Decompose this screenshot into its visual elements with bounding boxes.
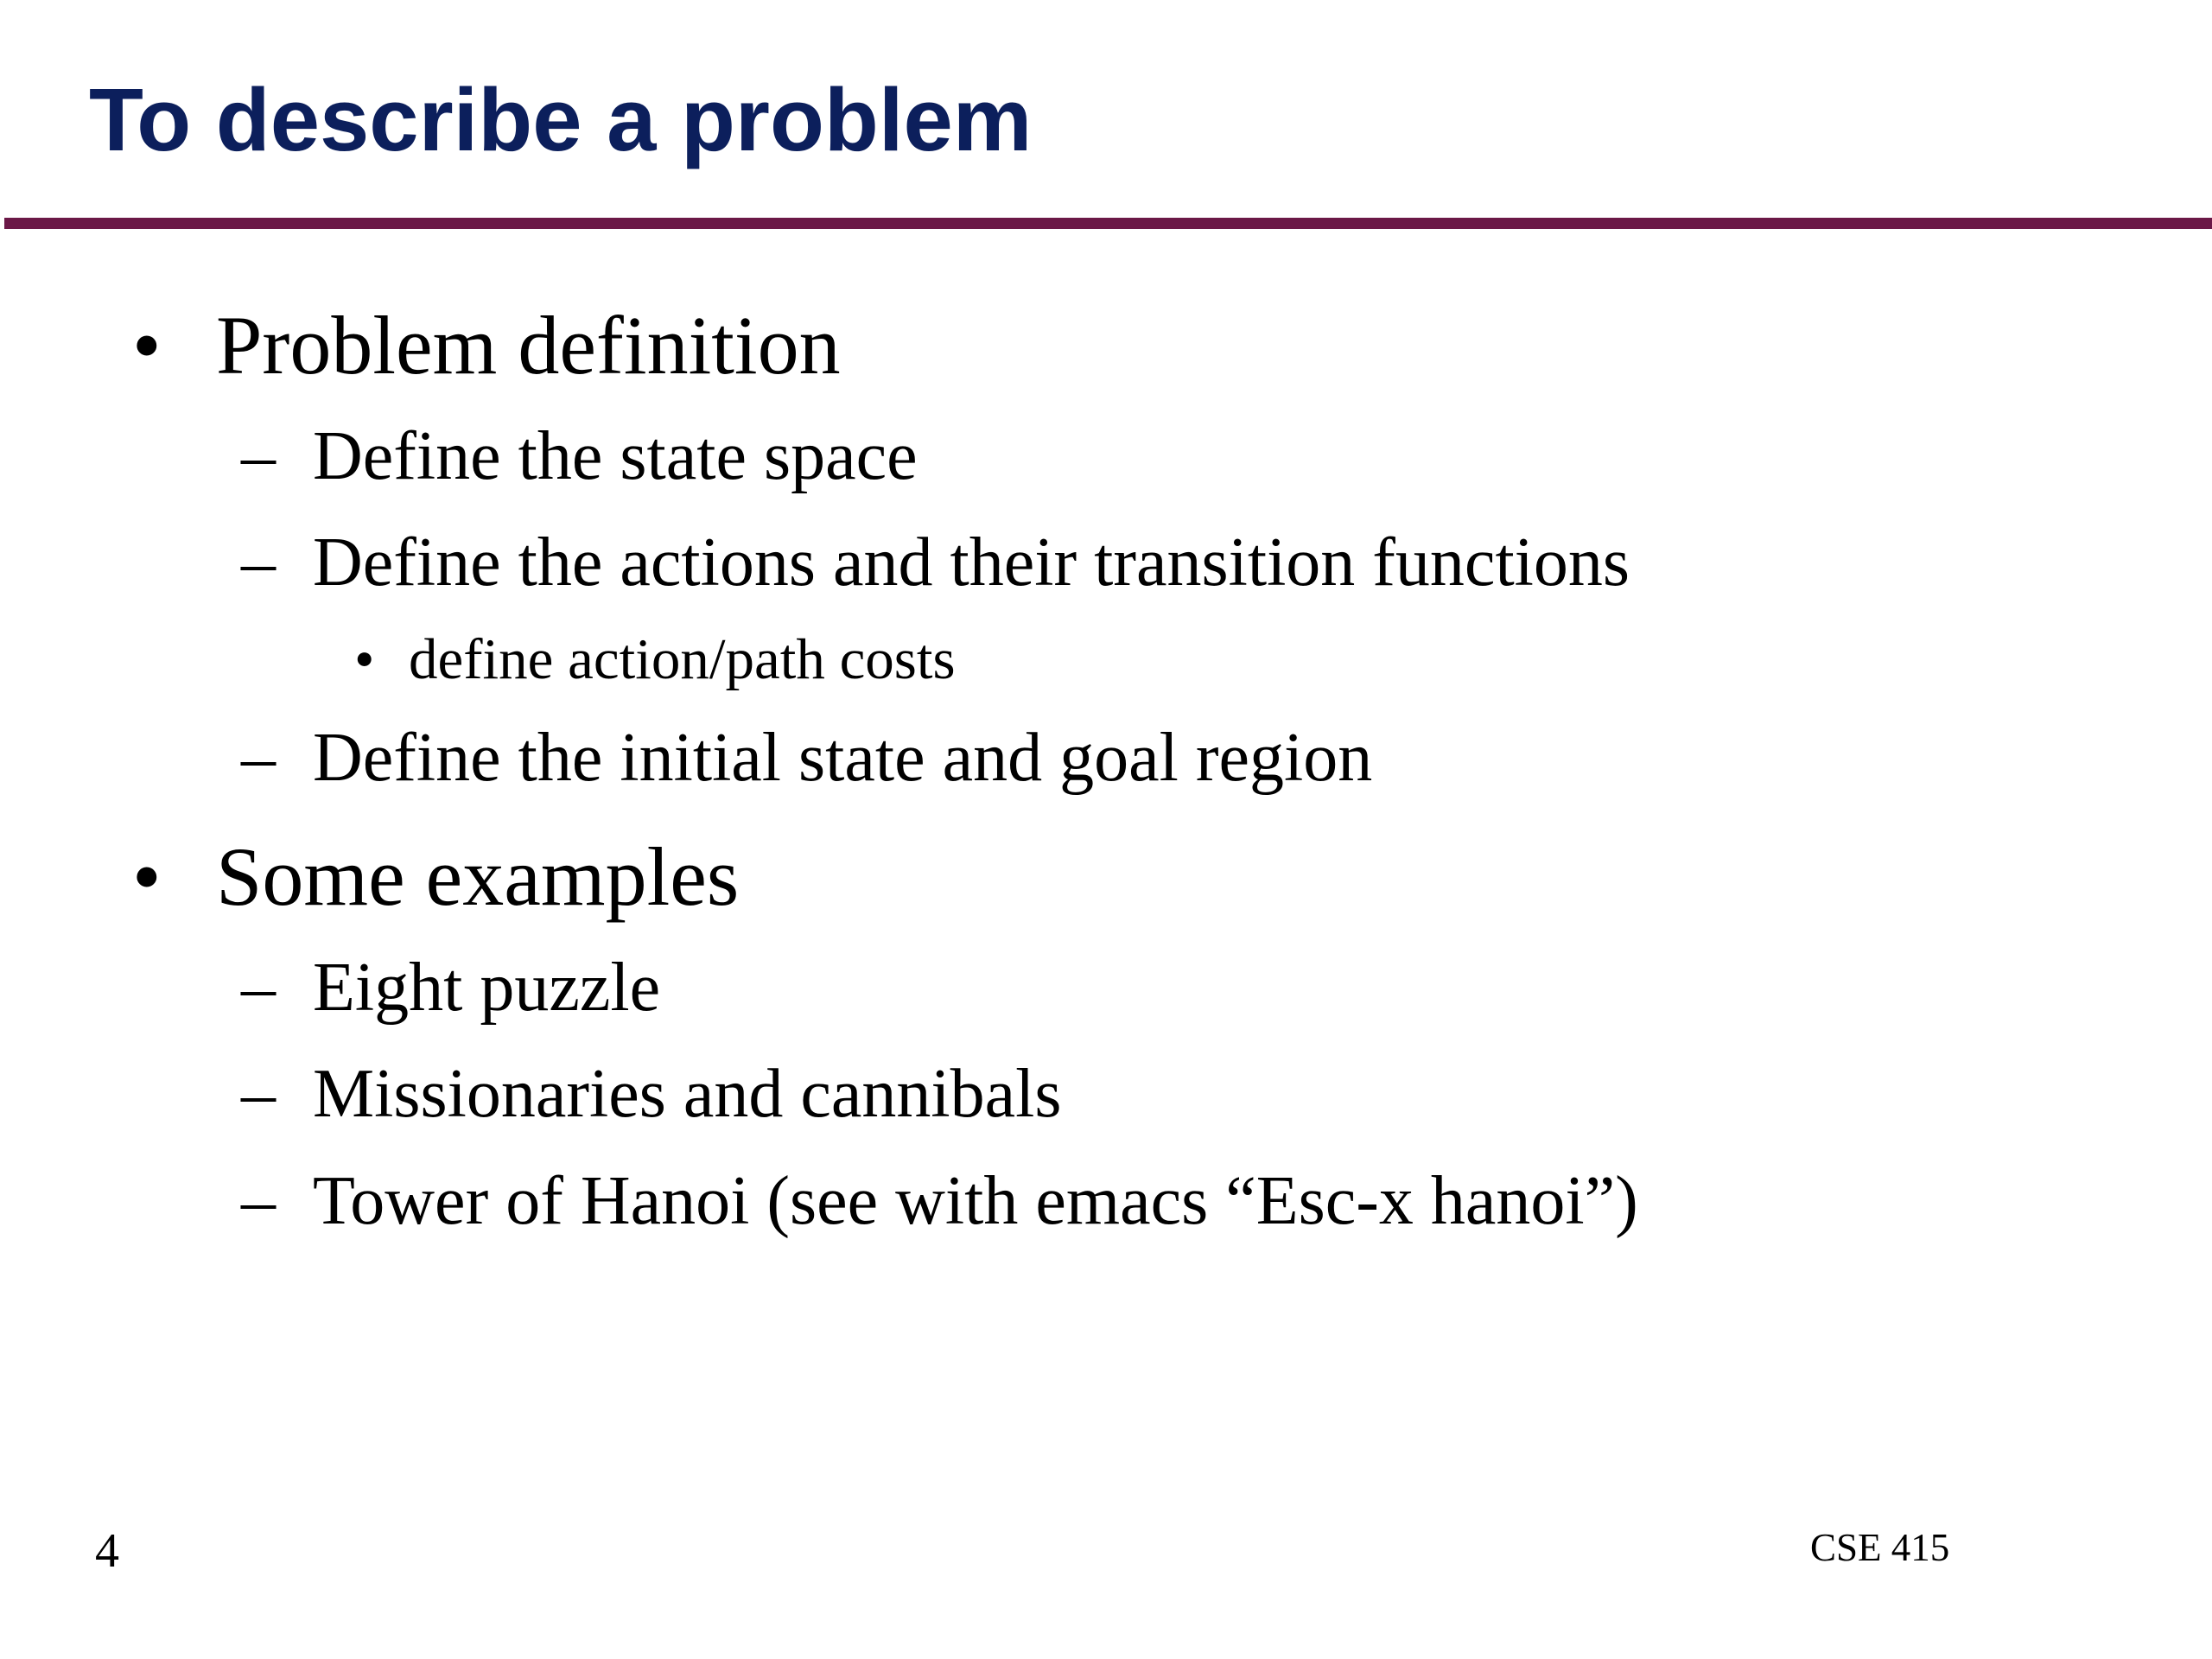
bullet-some-examples: Some examples — [216, 830, 740, 923]
dash-marker: – — [241, 418, 276, 494]
page-number: 4 — [95, 1524, 119, 1578]
dash-marker: – — [241, 524, 276, 601]
subsubbullet-costs: define action/path costs — [409, 627, 956, 691]
subbullet-initial-goal: Define the initial state and goal region — [313, 720, 1373, 796]
subbullet-actions: Define the actions and their transition functions — [313, 524, 1630, 601]
subbullet-state-space: Define the state space — [313, 418, 918, 494]
subbullet-eight-puzzle: Eight puzzle — [313, 950, 661, 1026]
dash-marker: – — [241, 950, 276, 1026]
slide-title: To describe a problem — [89, 70, 1033, 169]
dash-marker: – — [241, 720, 276, 796]
bullet-problem-definition: Problem definition — [216, 299, 841, 391]
bullet-marker: • — [132, 830, 162, 923]
dash-marker: – — [241, 1163, 276, 1239]
subbullet-hanoi: Tower of Hanoi (see with emacs “Esc-x hanoi”) — [313, 1163, 1638, 1239]
course-label: CSE 415 — [1810, 1526, 1950, 1569]
bullet-marker: • — [354, 627, 375, 691]
bullet-marker: • — [132, 299, 162, 391]
subbullet-missionaries: Missionaries and cannibals — [313, 1056, 1062, 1132]
dash-marker: – — [241, 1056, 276, 1132]
